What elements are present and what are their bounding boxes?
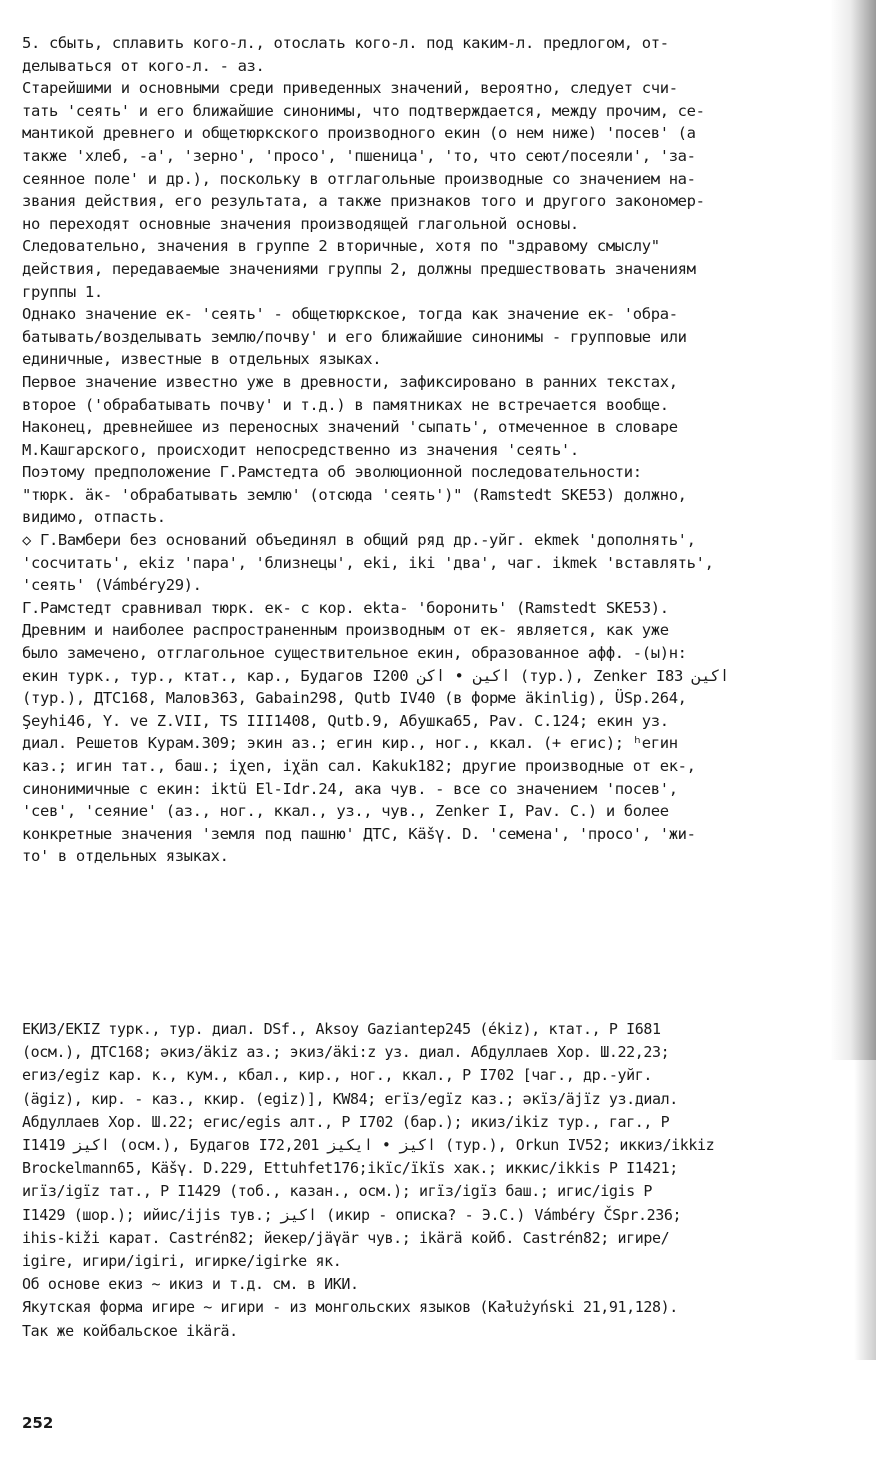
entry-line: igire, игири/igiri, игирке/igirke як.	[22, 1252, 342, 1271]
text-line: также 'хлеб, -а', 'зерно', 'просо', 'пшеница', 'то, что сеют/посеяли', 'за-	[22, 146, 696, 165]
text-line: "тюрк. äк- 'обрабатывать землю' (отсюда 'сеять')" (Ramstedt SKE53) должно,	[22, 485, 687, 504]
text-line: видимо, отпасть.	[22, 508, 166, 527]
text-line: мантикой древнего и общетюркского производного екин (о нем ниже) 'посев' (а	[22, 124, 696, 143]
text-line: но переходят основные значения производящей глагольной основы.	[22, 214, 579, 233]
entry-line: Якутская форма игире ~ игири - из монгольских языков (Kałużyński 21,91,128).	[22, 1298, 678, 1317]
scan-shadow-edge-lower	[854, 1060, 876, 1360]
main-text-section	[22, 32, 840, 868]
text-line: батывать/возделывать землю/почву' и его ближайшие синонимы - групповые или	[22, 327, 687, 346]
text-line: конкретные значения 'земля под пашню' ДТС, Käšγ. D. 'семена', 'просо', 'жи-	[22, 824, 696, 843]
entry-line: I1419 اكيز (осм.), Будагов I72,201 اكيز • ايكيز (тур.), Orkun IV52; иккиз/ikkiz	[22, 1136, 715, 1155]
text-line: М.Кашгарского, происходит непосредственно из значения 'сеять'.	[22, 440, 579, 459]
text-line: каз.; игин тат., баш.; iχen, iχän сал. Kakuk182; другие производные от ек-,	[22, 757, 696, 775]
page-number: 252	[22, 1414, 54, 1432]
text-line: второе ('обрабатывать почву' и т.д.) в памятниках не встречается вообще.	[22, 395, 669, 414]
text-line: Г.Рамстедт сравнивал тюрк. ек- с кор. ekta- 'боронить' (Ramstedt SKE53).	[22, 598, 669, 617]
text-line: 'сев', 'сеяние' (аз., ног., ккал., уз., чув., Zenker I, Pav. C.) и более	[22, 802, 669, 821]
text-line: тать 'сеять' и его ближайшие синонимы, что подтверждается, между прочим, се-	[22, 101, 705, 120]
entry-line: Абдуллаев Хор. Ш.22; егис/egis алт., Р I702 (бар.); икиз/ikiz тур., гаг., Р	[22, 1112, 670, 1131]
dictionary-entry-ekiz	[22, 1018, 840, 1343]
entry-line: (ägiz), кир. - каз., ккир. (egiz)], KW84; егїз/egïz каз.; әкїз/äjïz уз.диал.	[22, 1089, 678, 1108]
entry-line: Так же койбальское ikärä.	[22, 1321, 238, 1340]
text-line: то' в отдельных языках.	[22, 847, 229, 866]
text-line: Следовательно, значения в группе 2 вторичные, хотя по "здравому смыслу"	[22, 237, 660, 256]
text-line: ◇ Г.Вамбери без оснований объединял в общий ряд др.-уйг. ekmek 'дополнять',	[22, 531, 696, 550]
text-line: Наконец, древнейшее из переносных значений 'сыпать', отмеченное в словаре	[22, 418, 678, 437]
entry-line: ЕКИЗ/EKIZ турк., тур. диал. DSf., Aksoy Gaziantep245 (ékiz), ктат., Р I681	[22, 1020, 661, 1038]
entry-line: ihis-kiži карат. Castrén82; йекер/jäγär чув.; ikärä койб. Castrén82; игире/	[22, 1228, 670, 1247]
text-line: Старейшими и основными среди приведенных значений, вероятно, следует счи-	[22, 79, 678, 98]
text-line: екин турк., тур., ктат., кар., Будагов I200 اكين • اكن (тур.), Zenker I83 اكين	[22, 666, 730, 685]
entry-line: Brockelmann65, Käšγ. D.229, Ettuhfet176;ikïc/ïkïs хак.; иккис/ikkis Р I1421;	[22, 1159, 678, 1178]
text-line: действия, передаваемые значениями группы 2, должны предшествовать значениям	[22, 259, 696, 278]
text-line: синонимичные с екин: iktü El-Idr.24, ака чув. - все со значением 'посев',	[22, 779, 678, 798]
text-line: единичные, известные в отдельных языках.	[22, 350, 382, 369]
text-line: Поэтому предположение Г.Рамстедта об эволюционной последовательности:	[22, 463, 642, 482]
entry-line: I1429 (шор.); ийис/ijis тув.; اكيز (икир - описка? - Э.С.) Vámbéry ČSpr.236;	[22, 1205, 682, 1224]
entry-line: игїз/igïz тат., Р I1429 (тоб., казан., осм.); игїз/igïз баш.; игис/igis Р	[22, 1182, 653, 1201]
text-line: делываться от кого-л. - аз.	[22, 56, 265, 75]
text-line: Древним и наиболее распространенным производным от ек- является, как уже	[22, 621, 669, 640]
text-line: Однако значение ек- 'сеять' - общетюркское, тогда как значение ек- 'обра-	[22, 305, 678, 324]
text-line: было замечено, отглагольное существительное екин, образованное афф. -(ы)н:	[22, 644, 687, 663]
text-line: 'сосчитать', ekiz 'пара', 'близнецы', eki, iki 'два', чаг. ikmek 'вставлять',	[22, 553, 714, 572]
text-line: группы 1.	[22, 282, 103, 301]
text-line: Şeyhi46, Y. ve Z.VII, TS III1408, Qutb.9, Абушка65, Pav. C.124; екин уз.	[22, 711, 669, 730]
text-line: сеянное поле' и др.), поскольку в отглагольные производные со значением на-	[22, 169, 696, 188]
text-line: диал. Решетов Курам.309; экин аз.; егин кир., ног., ккал. (+ егис); ʰегин	[22, 734, 678, 753]
text-line: 'сеять' (Vámbéry29).	[22, 576, 202, 595]
text-line: Первое значение известно уже в древности, зафиксировано в ранних текстах,	[22, 372, 678, 391]
text-line: 5. сбыть, сплавить кого-л., отослать кого-л. под каким-л. предлогом, от-	[22, 34, 669, 52]
text-line: (тур.), ДТС168, Малов363, Gabain298, Qutb IV40 (в форме äkinlig), ÜSp.264,	[22, 689, 687, 708]
entry-line: (осм.), ДТС168; әкиз/äkiz аз.; экиз/äki:z уз. диал. Абдуллаев Хор. Ш.22,23;	[22, 1043, 670, 1062]
entry-line: Об основе екиз ~ икиз и т.д. см. в ИКИ.	[22, 1275, 359, 1294]
entry-line: егиз/egiz кар. к., кум., кбал., кир., ног., ккал., Р I702 [чаг., др.-уйг.	[22, 1066, 653, 1085]
text-line: звания действия, его результата, а также признаков того и другого закономер-	[22, 192, 705, 211]
